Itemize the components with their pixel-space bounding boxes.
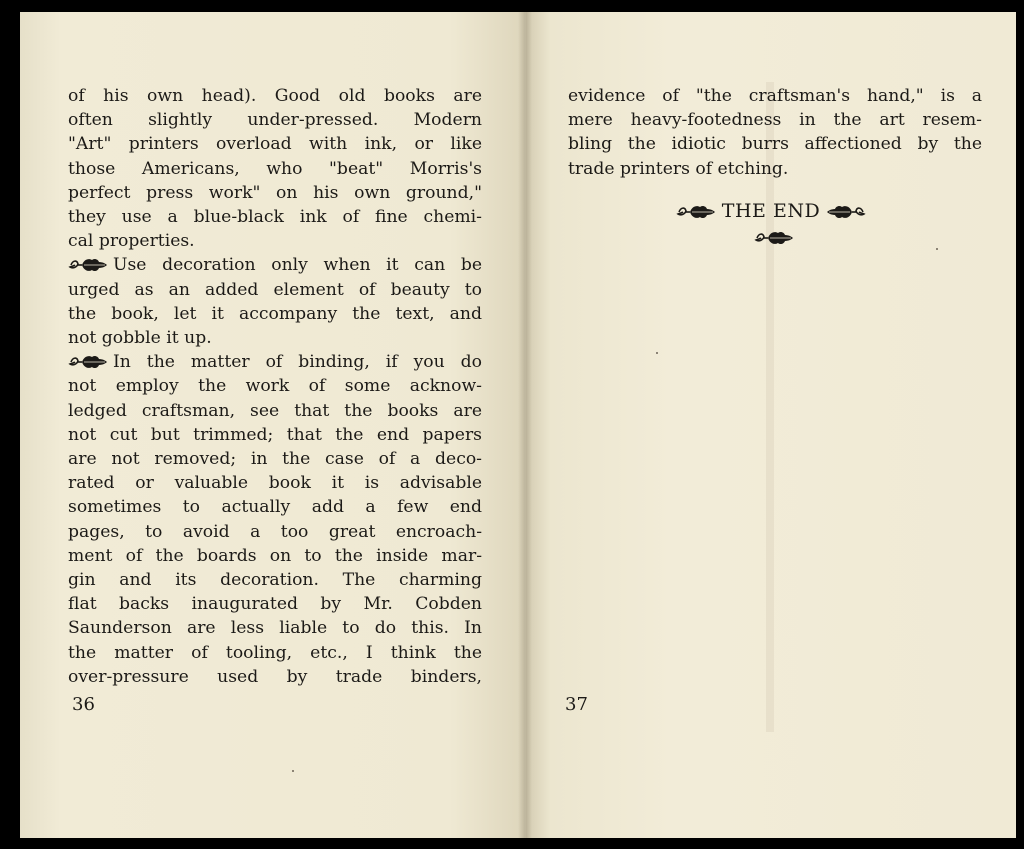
paper-speck — [656, 352, 658, 354]
text-line: not cut but trimmed; that the end papers — [68, 424, 482, 445]
text-line: evidence of "the craftsman's hand," is a — [568, 86, 982, 106]
text-line: flat backs inaugurated by Mr. Cobden — [68, 594, 482, 615]
text-line: of his own head). Good old books are — [68, 86, 482, 106]
right-page-text — [568, 84, 982, 181]
book-gutter — [518, 12, 532, 838]
text-line: mere heavy-footedness in the art resem- — [568, 110, 982, 131]
text-line: over-pressure used by trade binders, — [68, 666, 482, 687]
paper-speck — [936, 248, 938, 250]
right-page — [526, 12, 1016, 838]
text-line: "Art" printers overload with ink, or like — [68, 134, 482, 155]
leaf-fleuron-icon — [676, 204, 716, 220]
text-line: ment of the boards on to the inside mar- — [68, 545, 482, 566]
text-line: urged as an added element of beauty to — [68, 279, 482, 300]
page-number-right: 37 — [565, 694, 588, 715]
leaf-fleuron-icon — [754, 230, 794, 246]
left-page-text — [68, 84, 482, 689]
text-line: those Americans, who "beat" Morris's — [68, 158, 482, 179]
text-line: the book, let it accompany the text, and — [68, 303, 482, 324]
paper-speck — [292, 770, 294, 772]
text-line: often slightly under-pressed. Modern — [68, 110, 482, 131]
paragraph-line — [68, 253, 482, 277]
text-line: the matter of tooling, etc., I think the — [68, 642, 482, 663]
text-line: Use decoration only when it can be — [113, 255, 482, 276]
text-line: gin and its decoration. The charming — [68, 570, 482, 591]
text-line: sometimes to actually add a few end — [68, 497, 482, 518]
leaf-fleuron-icon — [68, 354, 108, 370]
leaf-fleuron-icon — [68, 257, 108, 273]
text-line: Saunderson are less liable to do this. In — [68, 618, 482, 639]
the-end-text: THE END — [721, 200, 821, 222]
book-spread — [20, 12, 1016, 838]
text-line: pages, to avoid a too great encroach- — [68, 521, 482, 542]
text-line: ledged craftsman, see that the books are — [68, 400, 482, 421]
text-line: perfect press work" on his own ground," — [68, 182, 482, 203]
text-line: are not removed; in the case of a deco- — [68, 449, 482, 470]
left-page — [20, 12, 526, 838]
text-line: not employ the work of some acknow- — [68, 376, 482, 397]
leaf-fleuron-icon — [826, 204, 866, 220]
text-line: trade printers of etching. — [568, 158, 789, 179]
the-end-heading — [526, 200, 1016, 222]
text-line: In the matter of binding, if you do — [113, 352, 482, 373]
text-line: they use a blue-black ink of fine chemi- — [68, 207, 482, 228]
page-number-left: 36 — [72, 694, 95, 715]
text-line: not gobble it up. — [68, 328, 212, 349]
text-line: rated or valuable book it is advisable — [68, 473, 482, 494]
text-line: cal properties. — [68, 231, 195, 252]
text-line: bling the idiotic burrs affectioned by the — [568, 134, 982, 155]
paragraph-line — [68, 350, 482, 374]
